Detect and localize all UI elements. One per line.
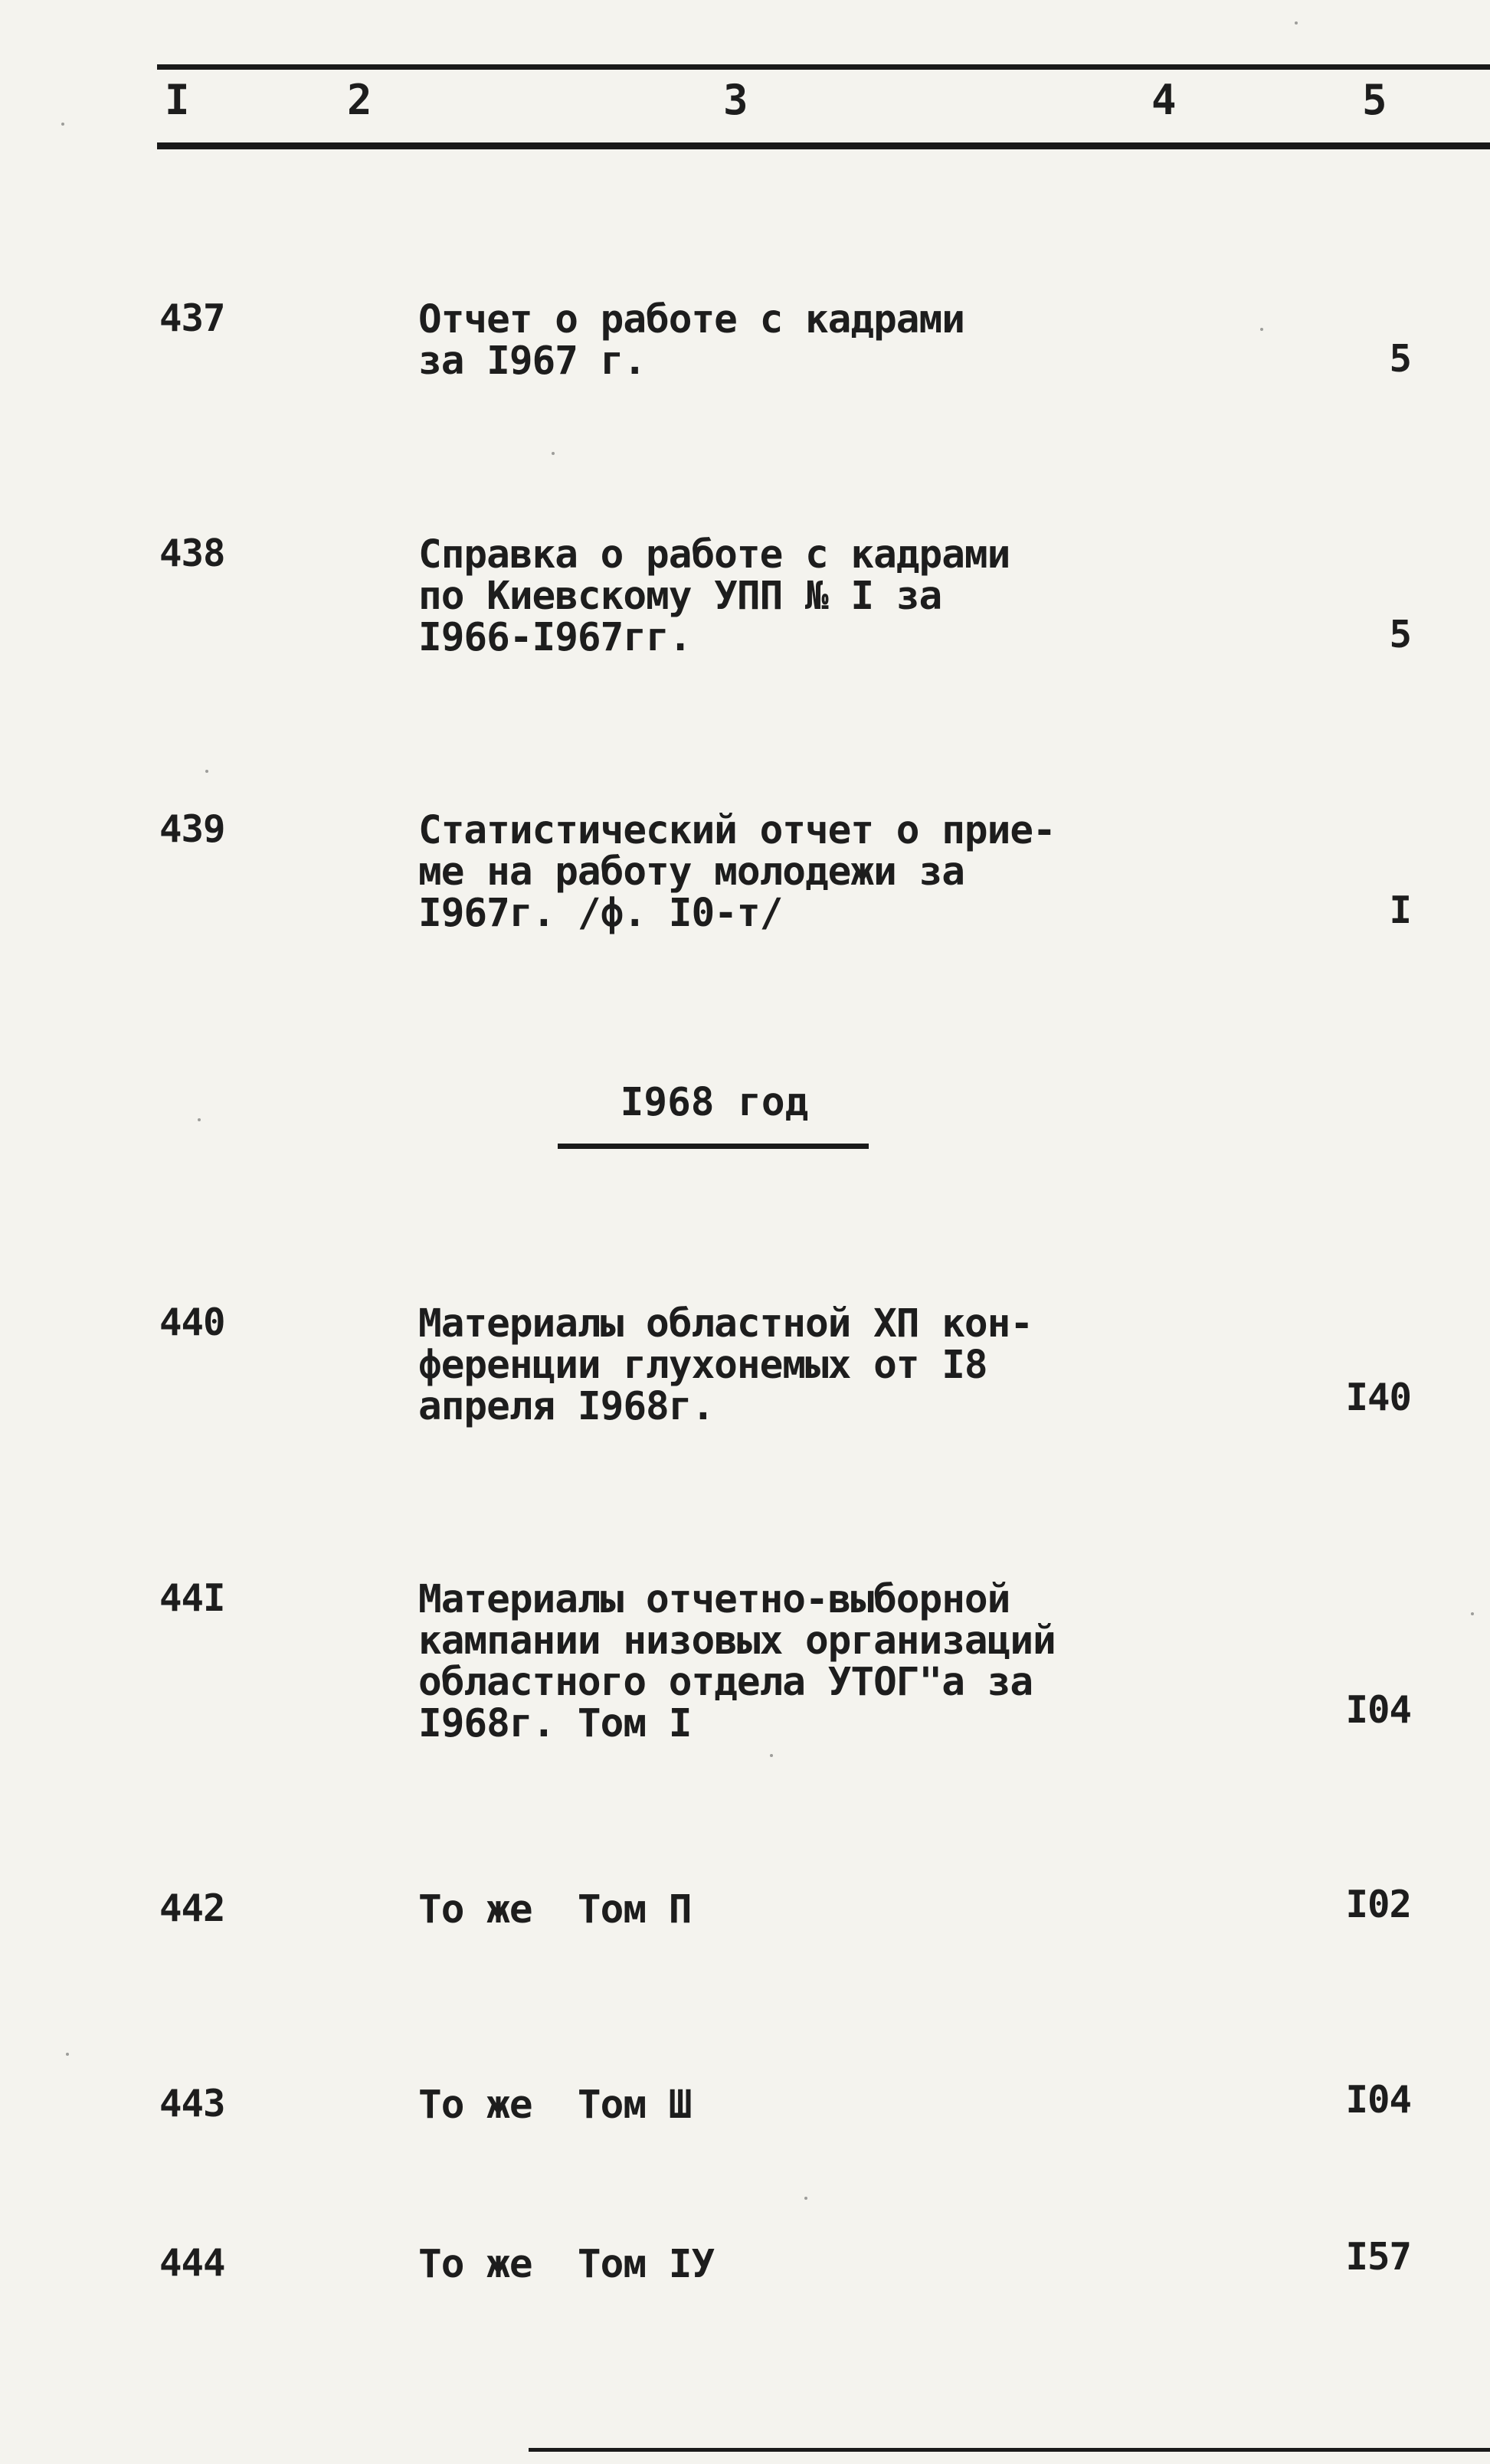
scan-speck	[205, 770, 208, 773]
column-header-3: 3	[723, 76, 748, 124]
scan-speck	[552, 452, 555, 455]
scan-speck	[770, 1754, 773, 1757]
table-header-rule	[157, 142, 1490, 149]
table-bottom-rule	[529, 2448, 1490, 2452]
row-title: То же Том П	[418, 1887, 692, 1932]
row-sheets: I04	[1345, 2078, 1411, 2122]
scan-speck	[1471, 1612, 1474, 1615]
row-sheets: 5	[1389, 613, 1411, 656]
row-number: 44I	[159, 1576, 225, 1620]
row-sheets: I40	[1345, 1376, 1411, 1419]
column-header-2: 2	[347, 76, 372, 124]
row-sheets: 5	[1389, 337, 1411, 381]
row-title: Отчет о работе с кадрами за I967 г.	[418, 297, 964, 384]
row-sheets: I04	[1345, 1688, 1411, 1732]
scan-speck	[1260, 328, 1263, 331]
row-number: 444	[159, 2241, 225, 2285]
year-heading-underline	[558, 1144, 869, 1149]
scan-speck	[1295, 21, 1298, 25]
row-title: То же Том IУ	[418, 2242, 715, 2287]
column-header-4: 4	[1151, 76, 1177, 124]
row-number: 440	[159, 1301, 225, 1344]
row-title: Справка о работе с кадрами по Киевскому УПП № I за I966-I967гг.	[418, 532, 1010, 660]
scan-speck	[198, 1118, 201, 1121]
scan-speck	[66, 2053, 69, 2056]
row-sheets: I02	[1345, 1883, 1411, 1926]
row-number: 438	[159, 532, 225, 575]
scan-speck	[61, 123, 64, 126]
row-title: Статистический отчет о прие- ме на работу молодежи за I967г. /ф. I0-т/	[418, 808, 1056, 936]
row-title: Материалы отчетно-выборной кампании низовых организаций областного отдела УТОГ"а за I968г. Том I	[418, 1577, 1056, 1746]
row-number: 437	[159, 296, 225, 340]
column-header-1: I	[165, 76, 190, 124]
row-title: Материалы областной ХП кон- ференции глухонемых от I8 апреля I968г.	[418, 1301, 1033, 1429]
row-number: 439	[159, 807, 225, 851]
table-top-rule	[157, 64, 1490, 70]
row-number: 443	[159, 2082, 225, 2125]
row-number: 442	[159, 1886, 225, 1930]
row-sheets: I	[1389, 888, 1411, 932]
column-header-5: 5	[1362, 76, 1387, 124]
year-heading: I968 год	[620, 1080, 809, 1125]
row-sheets: I57	[1345, 2235, 1411, 2279]
scan-speck	[804, 2197, 807, 2200]
row-title: То же Том Ш	[418, 2083, 692, 2128]
